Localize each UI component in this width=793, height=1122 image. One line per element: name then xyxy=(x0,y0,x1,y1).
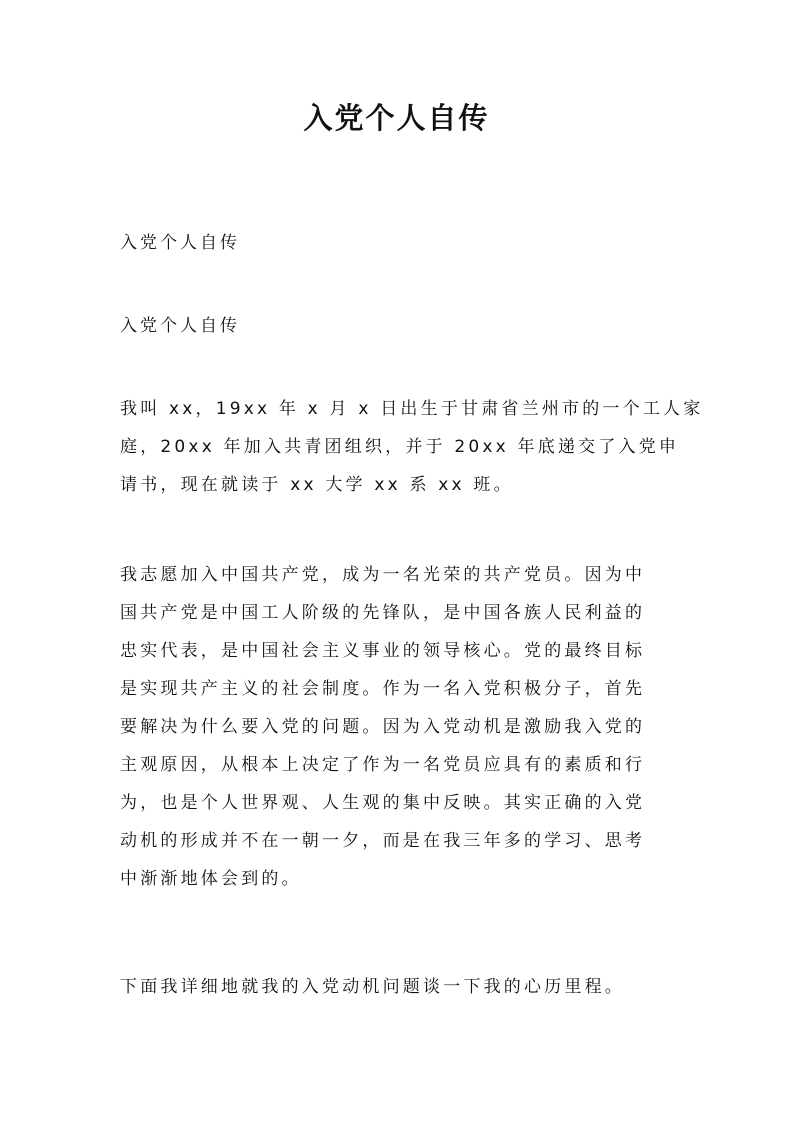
paragraph-motivation xyxy=(120,556,680,898)
paragraph-line: 中渐渐地体会到的。 xyxy=(120,869,302,889)
paragraph-line: 庭，20xx 年加入共青团组织，并于 20xx 年底递交了入党申 xyxy=(120,437,680,457)
paragraph-line: 请书，现在就读于 xx 大学 xx 系 xx 班。 xyxy=(120,475,514,495)
paragraph-line: 我叫 xx，19xx 年 x 月 x 日出生于甘肃省兰州市的一个工人家 xyxy=(120,399,704,419)
paragraph-line: 我志愿加入中国共产党，成为一名光荣的共产党员。因为中 xyxy=(120,565,646,585)
paragraph-introduction xyxy=(120,390,704,504)
paragraph-transition xyxy=(120,968,680,1006)
paragraph-line: 忠实代表，是中国社会主义事业的领导核心。党的最终目标 xyxy=(120,641,646,661)
paragraph-line: 要解决为什么要入党的问题。因为入党动机是激励我入党的 xyxy=(120,717,646,737)
paragraph-line: 为，也是个人世界观、人生观的集中反映。其实正确的入党 xyxy=(120,793,646,813)
paragraph-line: 动机的形成并不在一朝一夕，而是在我三年多的学习、思考 xyxy=(120,831,646,851)
paragraph-line: 主观原因，从根本上决定了作为一名党员应具有的素质和行 xyxy=(120,755,646,775)
paragraph-line: 是实现共产主义的社会制度。作为一名入党积极分子，首先 xyxy=(120,679,646,699)
paragraph-line: 国共产党是中国工人阶级的先锋队，是中国各族人民利益的 xyxy=(120,603,646,623)
section-heading: 入党个人自传 xyxy=(120,233,240,253)
document-title: 入党个人自传 xyxy=(303,101,490,135)
paragraph-line: 下面我详细地就我的入党动机问题谈一下我的心历里程。 xyxy=(120,977,625,997)
section-heading: 入党个人自传 xyxy=(120,316,240,336)
